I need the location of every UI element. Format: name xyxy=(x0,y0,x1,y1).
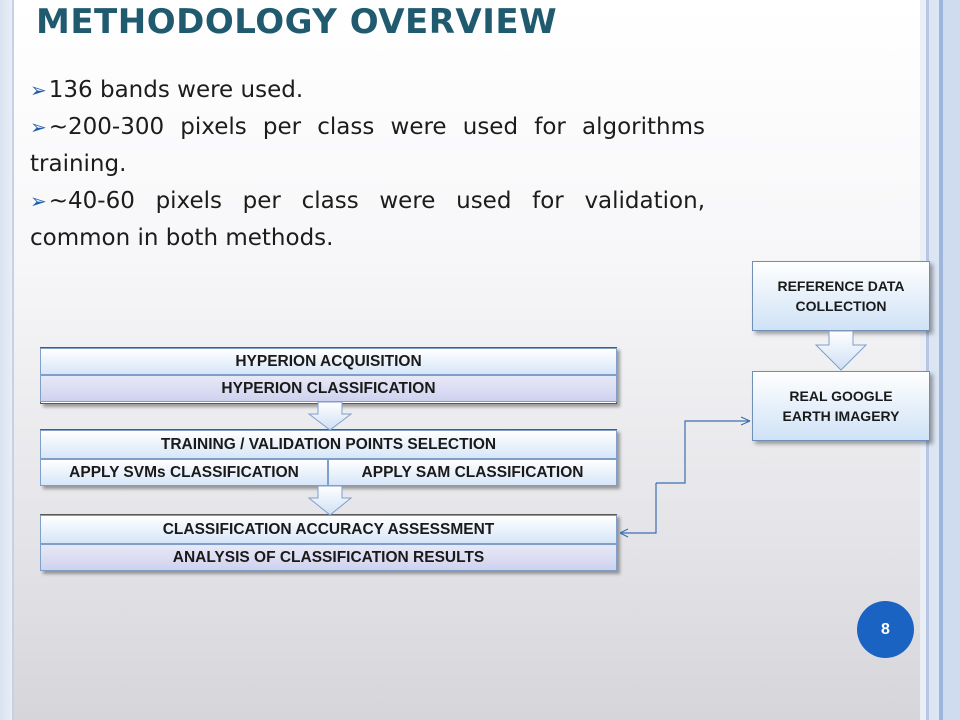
down-arrow-icon xyxy=(309,486,351,515)
connector-line xyxy=(620,483,656,533)
arrow-bullet-icon: ➢ xyxy=(30,78,47,102)
hyperion-classification-box: HYPERION CLASSIFICATION xyxy=(40,375,617,402)
arrow-bullet-icon: ➢ xyxy=(30,115,47,139)
down-arrow-icon xyxy=(816,331,866,370)
hyperion-acquisition-box: HYPERION ACQUISITION xyxy=(40,348,617,375)
connector-line xyxy=(656,421,743,483)
bullet-text: ~40-60 pixels per class were used for validation, common in both methods. xyxy=(30,188,705,251)
apply-sam-box: APPLY SAM CLASSIFICATION xyxy=(328,459,617,486)
slide-title: METHODOLOGY OVERVIEW xyxy=(36,2,558,42)
training-validation-box: TRAINING / VALIDATION POINTS SELECTION xyxy=(40,430,617,459)
accuracy-assessment-box: CLASSIFICATION ACCURACY ASSESSMENT xyxy=(40,515,617,544)
google-earth-box: REAL GOOGLE EARTH IMAGERY xyxy=(752,371,930,441)
analysis-results-box: ANALYSIS OF CLASSIFICATION RESULTS xyxy=(40,544,617,571)
bullet-text: 136 bands were used. xyxy=(48,77,304,103)
apply-svm-box: APPLY SVMs CLASSIFICATION xyxy=(40,459,328,486)
down-arrow-icon xyxy=(309,402,351,430)
reference-data-box: REFERENCE DATA COLLECTION xyxy=(752,261,930,331)
page-number-badge: 8 xyxy=(857,601,914,658)
bullet-text: ~200-300 pixels per class were used for algorithms training. xyxy=(30,114,705,177)
arrow-bullet-icon: ➢ xyxy=(30,189,47,213)
